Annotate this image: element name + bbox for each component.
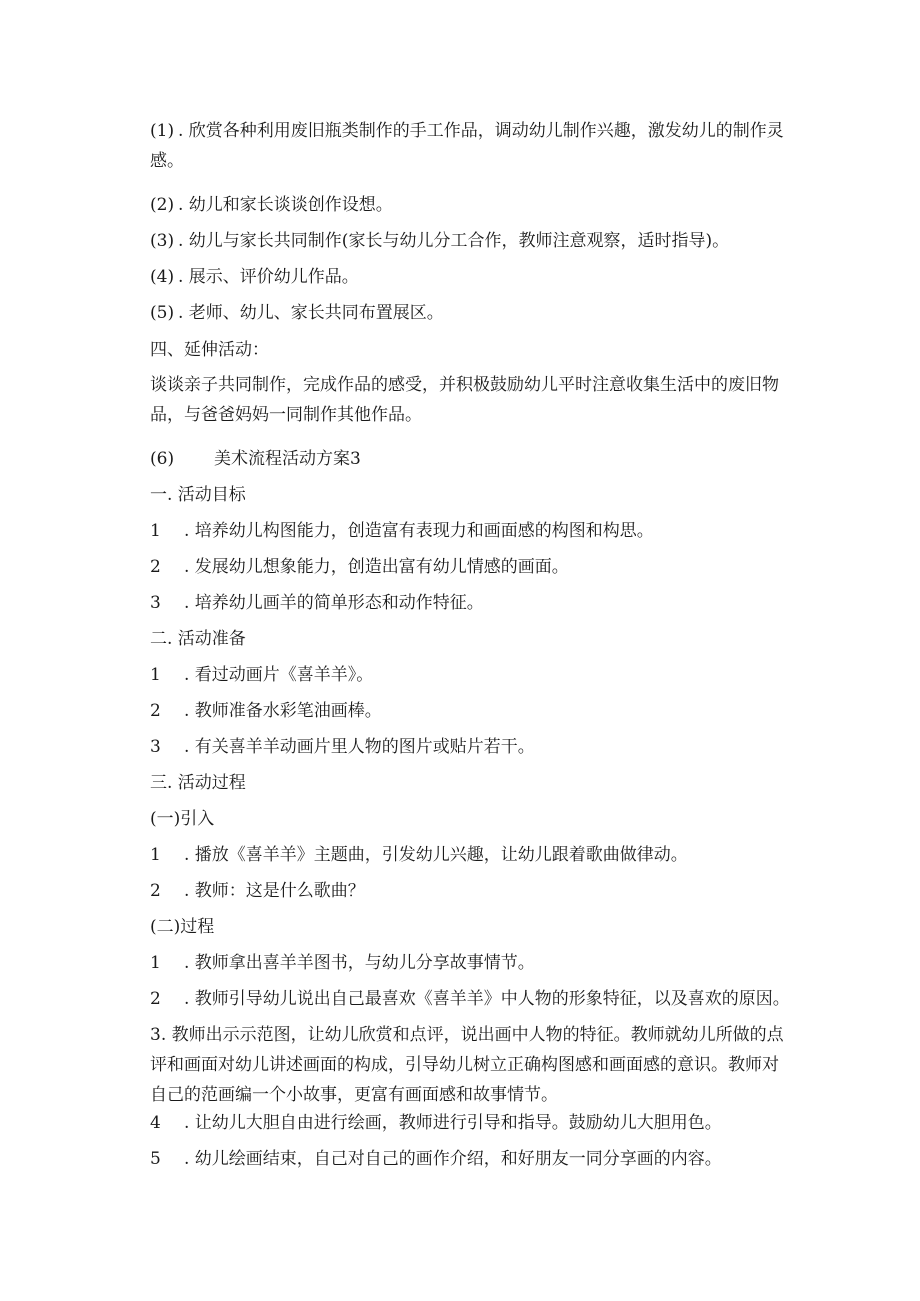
list-item: 2 . 发展幼儿想象能力，创造出富有幼儿情感的画面。 [150,557,569,577]
subheading-introduction: (一)引入 [150,809,215,829]
paragraph-step-4: (4) . 展示、评价幼儿作品。 [150,267,359,287]
heading-activity-preparation: 二. 活动准备 [150,629,246,649]
list-item: 1 . 教师拿出喜羊羊图书，与幼儿分享故事情节。 [150,953,535,973]
list-item: 2 . 教师准备水彩笔油画棒。 [150,701,382,721]
list-item: 5 . 幼儿绘画结束，自己对自己的画作介绍，和好朋友一同分享画的内容。 [150,1149,722,1169]
heading-plan-title: (6) 美术流程活动方案3 [150,449,361,469]
list-item: 3 . 有关喜羊羊动画片里人物的图片或贴片若干。 [150,737,535,757]
list-item: 4 . 让幼儿大胆自由进行绘画，教师进行引导和指导。鼓励幼儿大胆用色。 [150,1113,722,1133]
heading-extension-activity: 四、延伸活动： [150,340,269,360]
paragraph-step-3: (3) . 幼儿与家长共同制作(家长与幼儿分工合作，教师注意观察，适时指导)。 [150,231,730,251]
subheading-process: (二)过程 [150,917,215,937]
paragraph-extension: 谈谈亲子共同制作，完成作品的感受，并积极鼓励幼儿平时注意收集生活中的废旧物品，与爸爸妈妈一同制作其他作品。 [150,375,779,425]
list-item: 1 . 看过动画片《喜羊羊》。 [150,665,374,685]
list-item: 3 . 培养幼儿画羊的简单形态和动作特征。 [150,593,484,613]
list-item: 1 . 播放《喜羊羊》主题曲，引发幼儿兴趣，让幼儿跟着歌曲做律动。 [150,845,688,865]
heading-activity-process: 三. 活动过程 [150,773,246,793]
list-item: 1 . 培养幼儿构图能力，创造富有表现力和画面感的构图和构思。 [150,521,654,541]
paragraph-step-3-demonstration: 3. 教师出示示范图，让幼儿欣赏和点评，说出画中人物的特征。教师就幼儿所做的点评和画面对幼儿讲述画面的构成，引导幼儿树立正确构图感和画面感的意识。教师对自己的范画编一个小故事，更富有画面感和故事情节。 [150,1025,784,1105]
list-item: 2 . 教师：这是什么歌曲？ [150,881,365,901]
list-item: 2 . 教师引导幼儿说出自己最喜欢《喜羊羊》中人物的形象特征，以及喜欢的原因。 [150,989,790,1009]
paragraph-step-5: (5) . 老师、幼儿、家长共同布置展区。 [150,303,444,323]
paragraph-step-2: (2) . 幼儿和家长谈谈创作设想。 [150,195,393,215]
heading-activity-goals: 一. 活动目标 [150,485,246,505]
paragraph-step-1: (1) . 欣赏各种利用废旧瓶类制作的手工作品，调动幼儿制作兴趣，激发幼儿的制作灵感。 [150,121,784,171]
